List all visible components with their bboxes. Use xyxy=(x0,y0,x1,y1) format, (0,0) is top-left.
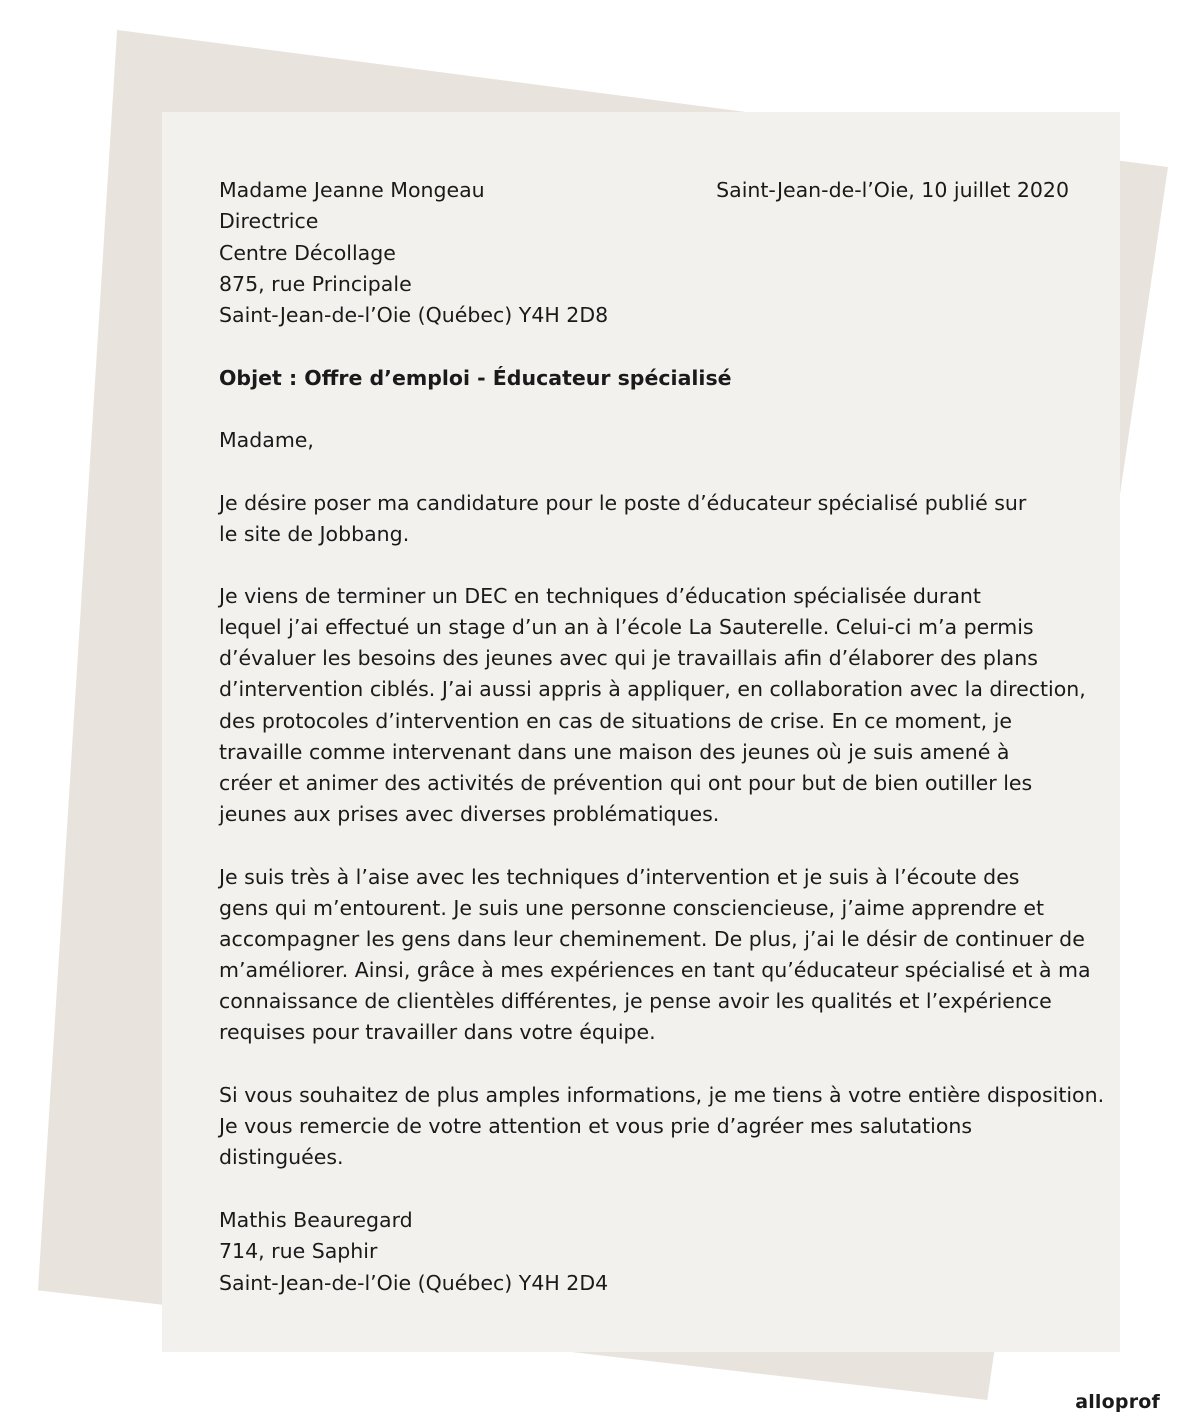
paragraph-2-line: lequel j’ai effectué un stage d’un an à l’école La Sauterelle. Celui-ci m’a permis xyxy=(219,615,1034,639)
letter-date: Saint-Jean-de-l’Oie, 10 juillet 2020 xyxy=(716,178,1069,202)
alloprof-logo: alloprof xyxy=(1075,1391,1160,1413)
sender-name: Mathis Beauregard xyxy=(219,1208,413,1232)
paragraph-2-line: Je viens de terminer un DEC en techniques d’éducation spécialisée durant xyxy=(219,584,981,608)
paragraph-3-line: requises pour travailler dans votre équipe. xyxy=(219,1020,656,1044)
paragraph-2-line: créer et animer des activités de prévention qui ont pour but de bien outiller les xyxy=(219,771,1033,795)
paragraph-3-line: Je suis très à l’aise avec les techniques d’intervention et je suis à l’écoute des xyxy=(219,865,1020,889)
letter-subject: Objet : Offre d’emploi - Éducateur spécialisé xyxy=(219,366,732,390)
paragraph-2-line: travaille comme intervenant dans une maison des jeunes où je suis amené à xyxy=(219,740,1010,764)
recipient-city: Saint-Jean-de-l’Oie (Québec) Y4H 2D8 xyxy=(219,303,609,327)
paragraph-1-line: Je désire poser ma candidature pour le poste d’éducateur spécialisé publié sur xyxy=(219,491,1027,515)
paragraph-2-line: des protocoles d’intervention en cas de situations de crise. En ce moment, je xyxy=(219,709,1012,733)
recipient-title: Directrice xyxy=(219,209,319,233)
paragraph-4-line: Je vous remercie de votre attention et vous prie d’agréer mes salutations xyxy=(219,1114,973,1138)
paragraph-1-line: le site de Jobbang. xyxy=(219,522,410,546)
paragraph-3-line: m’améliorer. Ainsi, grâce à mes expériences en tant qu’éducateur spécialisé et à ma xyxy=(219,958,1091,982)
recipient-name: Madame Jeanne Mongeau xyxy=(219,178,485,202)
paragraph-2-line: d’intervention ciblés. J’ai aussi appris à appliquer, en collaboration avec la direction, xyxy=(219,677,1086,701)
salutation: Madame, xyxy=(219,428,314,452)
paragraph-4-line: distinguées. xyxy=(219,1145,344,1169)
paragraph-2-line: d’évaluer les besoins des jeunes avec qui je travaillais afin d’élaborer des plans xyxy=(219,646,1038,670)
sender-city: Saint-Jean-de-l’Oie (Québec) Y4H 2D4 xyxy=(219,1271,609,1295)
paragraph-3-line: accompagner les gens dans leur cheminement. De plus, j’ai le désir de continuer de xyxy=(219,927,1085,951)
sender-street: 714, rue Saphir xyxy=(219,1239,378,1263)
paragraph-3-line: gens qui m’entourent. Je suis une personne consciencieuse, j’aime apprendre et xyxy=(219,896,1045,920)
recipient-organization: Centre Décollage xyxy=(219,241,396,265)
paragraph-4-line: Si vous souhaitez de plus amples informations, je me tiens à votre entière disposition. xyxy=(219,1083,1105,1107)
recipient-street: 875, rue Principale xyxy=(219,272,412,296)
paragraph-2-line: jeunes aux prises avec diverses problématiques. xyxy=(219,802,720,826)
paragraph-3-line: connaissance de clientèles différentes, je pense avoir les qualités et l’expérience xyxy=(219,989,1052,1013)
